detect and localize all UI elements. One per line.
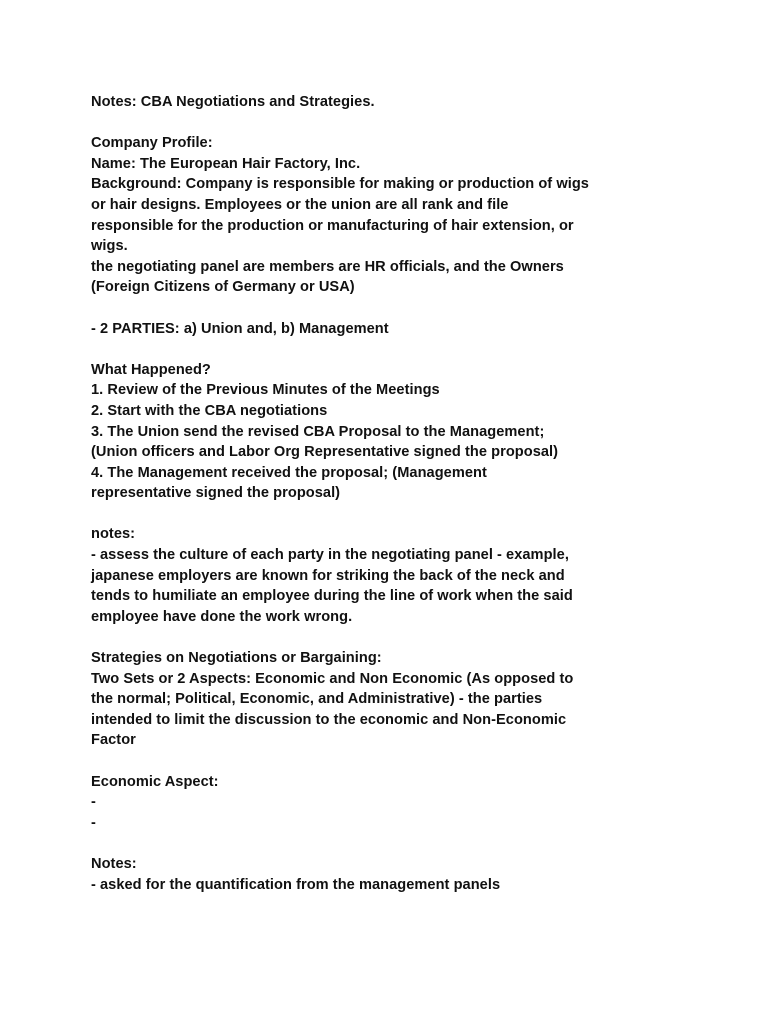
notes-heading: notes: [91, 526, 136, 543]
blank-line [91, 751, 691, 772]
blank-line [91, 339, 691, 360]
strategies-line: intended to limit the discussion to the economic and Non-Economic [91, 711, 567, 728]
background-line: or hair designs. Employees or the union are all rank and file [91, 196, 509, 213]
what-happened-line: 3. The Union send the revised CBA Proposal to the Management; [91, 423, 545, 440]
economic-heading: Economic Aspect: [91, 773, 219, 790]
what-happened-line: 1. Review of the Previous Minutes of the Meetings [91, 382, 440, 399]
strategies-line: Factor [91, 732, 136, 749]
what-happened-line: 4. The Management received the proposal; (Management [91, 464, 487, 481]
notes-line: - assess the culture of each party in the negotiating panel - example, [91, 547, 569, 564]
notes-line: employee have done the work wrong. [91, 608, 353, 625]
background-line: wigs. [91, 238, 128, 255]
background-line: Background: Company is responsible for making or production of wigs [91, 176, 589, 193]
panel-line: the negotiating panel are members are HR officials, and the Owners [91, 258, 564, 275]
document-title: Notes: CBA Negotiations and Strategies. [91, 94, 375, 110]
company-profile-heading: Company Profile: [91, 135, 213, 152]
notes-line: japanese employers are known for striking the back of the neck and [91, 567, 565, 584]
economic-bullet: - [91, 814, 96, 831]
background-line: responsible for the production or manufacturing of hair extension, or [91, 217, 574, 234]
what-happened-heading: What Happened? [91, 361, 211, 378]
what-happened-line: (Union officers and Labor Org Representative signed the proposal) [91, 444, 559, 461]
what-happened-line: 2. Start with the CBA negotiations [91, 402, 328, 419]
strategies-heading: Strategies on Negotiations or Bargaining: [91, 650, 382, 667]
panel-line: (Foreign Citizens of Germany or USA) [91, 279, 355, 296]
notes-line: tends to humiliate an employee during the line of work when the said [91, 588, 573, 605]
strategies-line: Two Sets or 2 Aspects: Economic and Non Economic (As opposed to [91, 670, 574, 687]
document-body [91, 92, 691, 895]
blank-line [91, 627, 691, 648]
what-happened-line: representative signed the proposal) [91, 485, 341, 502]
blank-line [91, 504, 691, 525]
economic-bullet: - [91, 794, 96, 811]
notes2-heading: Notes: [91, 855, 137, 872]
strategies-line: the normal; Political, Economic, and Administrative) - the parties [91, 691, 543, 708]
company-name: Name: The European Hair Factory, Inc. [91, 155, 361, 172]
blank-line [91, 833, 691, 854]
notes2-line: - asked for the quantification from the management panels [91, 876, 501, 893]
blank-line [91, 113, 691, 134]
blank-line [91, 298, 691, 319]
parties-line: - 2 PARTIES: a) Union and, b) Management [91, 320, 389, 337]
